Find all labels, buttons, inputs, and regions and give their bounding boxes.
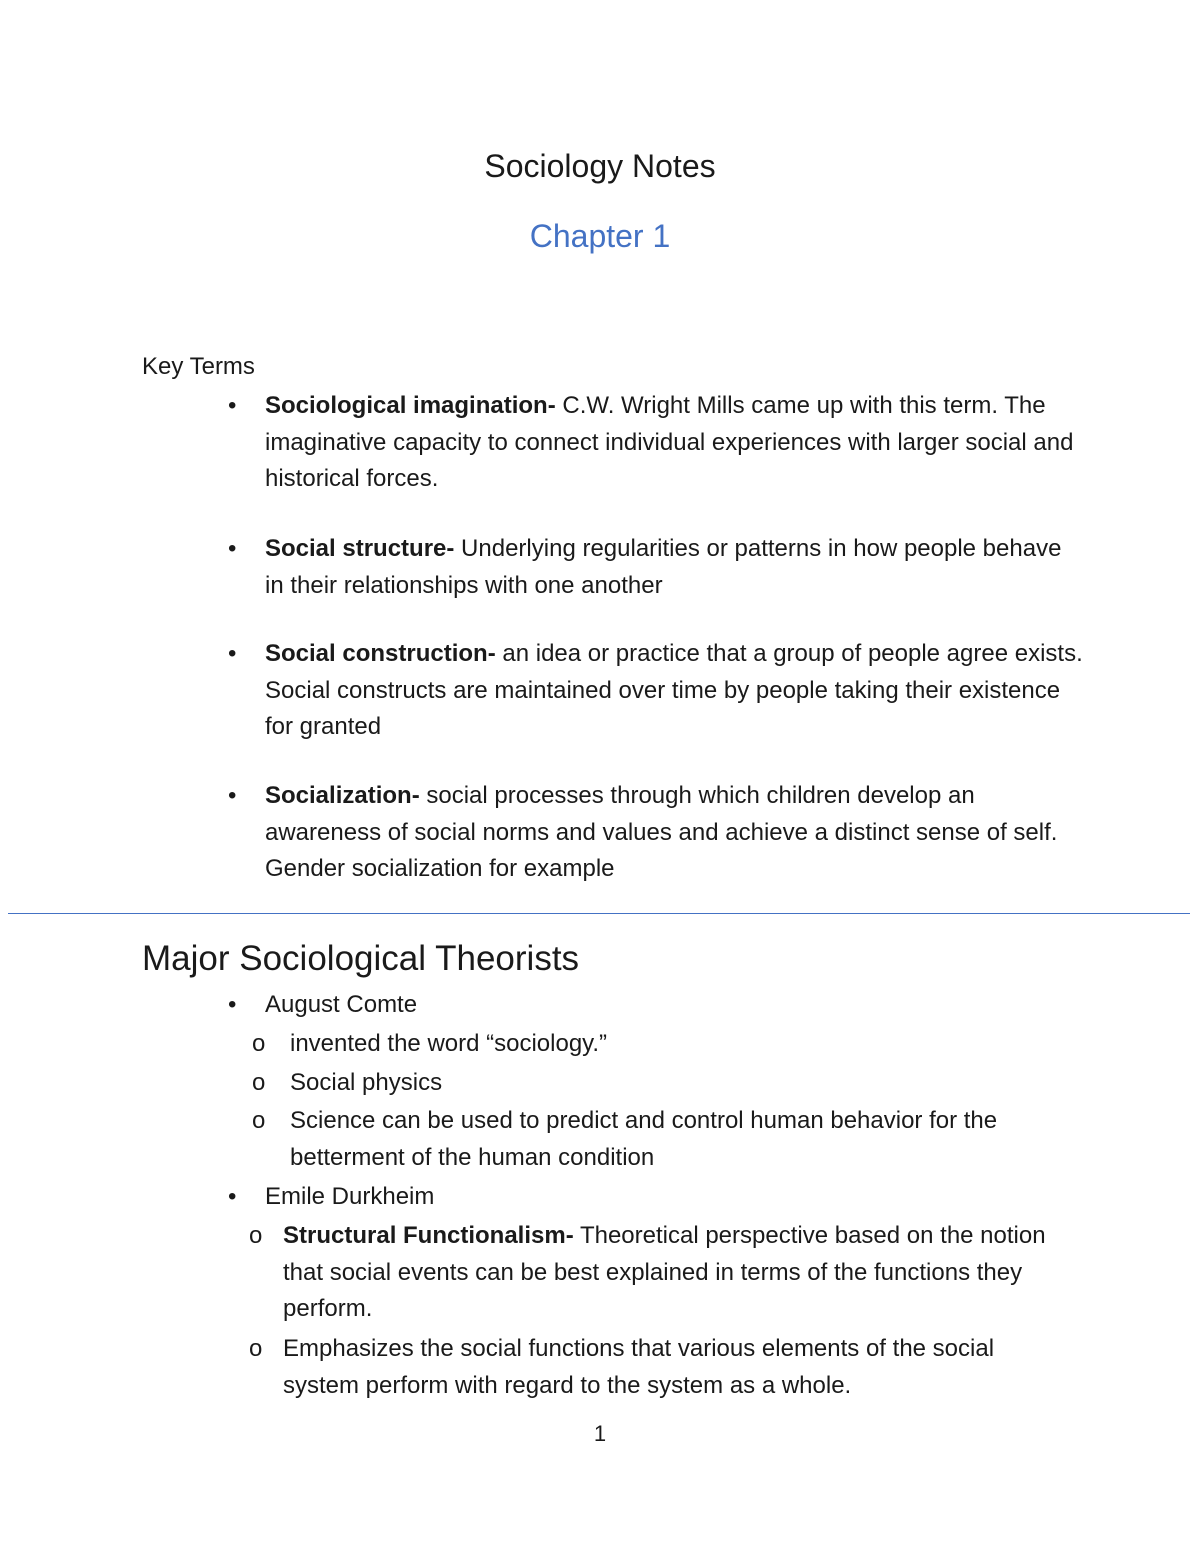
key-terms-label: Key Terms xyxy=(142,353,255,380)
term-social-construction xyxy=(265,636,1085,746)
term-name: Social structure- xyxy=(265,535,455,562)
term-name: Sociological imagination- xyxy=(265,392,556,419)
term-sociological-imagination xyxy=(265,388,1085,498)
durkheim-point-1 xyxy=(283,1218,1073,1328)
section-divider xyxy=(8,913,1190,914)
theorists-heading: Major Sociological Theorists xyxy=(142,939,580,978)
term-definition: social processes through which children develop an awareness of social norms and values and achieve a distinct sense of self. Gender socialization for example xyxy=(265,782,1058,882)
term-social-structure xyxy=(265,531,1085,604)
theorist-comte: • August Comte xyxy=(265,987,1085,1024)
comte-point-1: o invented the word “sociology.” xyxy=(290,1026,1080,1063)
term-name: Socialization- xyxy=(265,782,420,809)
theorist-durkheim: • Emile Durkheim xyxy=(265,1179,1085,1216)
chapter-subtitle: Chapter 1 xyxy=(529,218,671,254)
comte-point-2: o Social physics xyxy=(290,1065,1080,1102)
term-name: Social construction- xyxy=(265,640,496,667)
term-definition: C.W. Wright Mills came up with this term. The imaginative capacity to connect individual experiences with larger social and historical forces. xyxy=(265,392,1074,492)
comte-point-3: o Science can be used to predict and control human behavior for the betterment of the human condition xyxy=(290,1103,1080,1176)
term-socialization xyxy=(265,778,1085,888)
document-title: Sociology Notes xyxy=(484,148,716,184)
page-number: 1 xyxy=(593,1421,607,1446)
term-definition: Theoretical perspective based on the notion that social events can be best explained in terms of the functions they perform. xyxy=(283,1222,1046,1322)
term-definition: Underlying regularities or patterns in how people behave in their relationships with one another xyxy=(265,535,1062,599)
term-name: Structural Functionalism- xyxy=(283,1222,574,1249)
durkheim-point-2: o Emphasizes the social functions that various elements of the social system perform with regard to the system as a whole. xyxy=(283,1331,1073,1404)
term-definition: an idea or practice that a group of people agree exists. Social constructs are maintained over time by people taking their existence for granted xyxy=(265,640,1083,740)
